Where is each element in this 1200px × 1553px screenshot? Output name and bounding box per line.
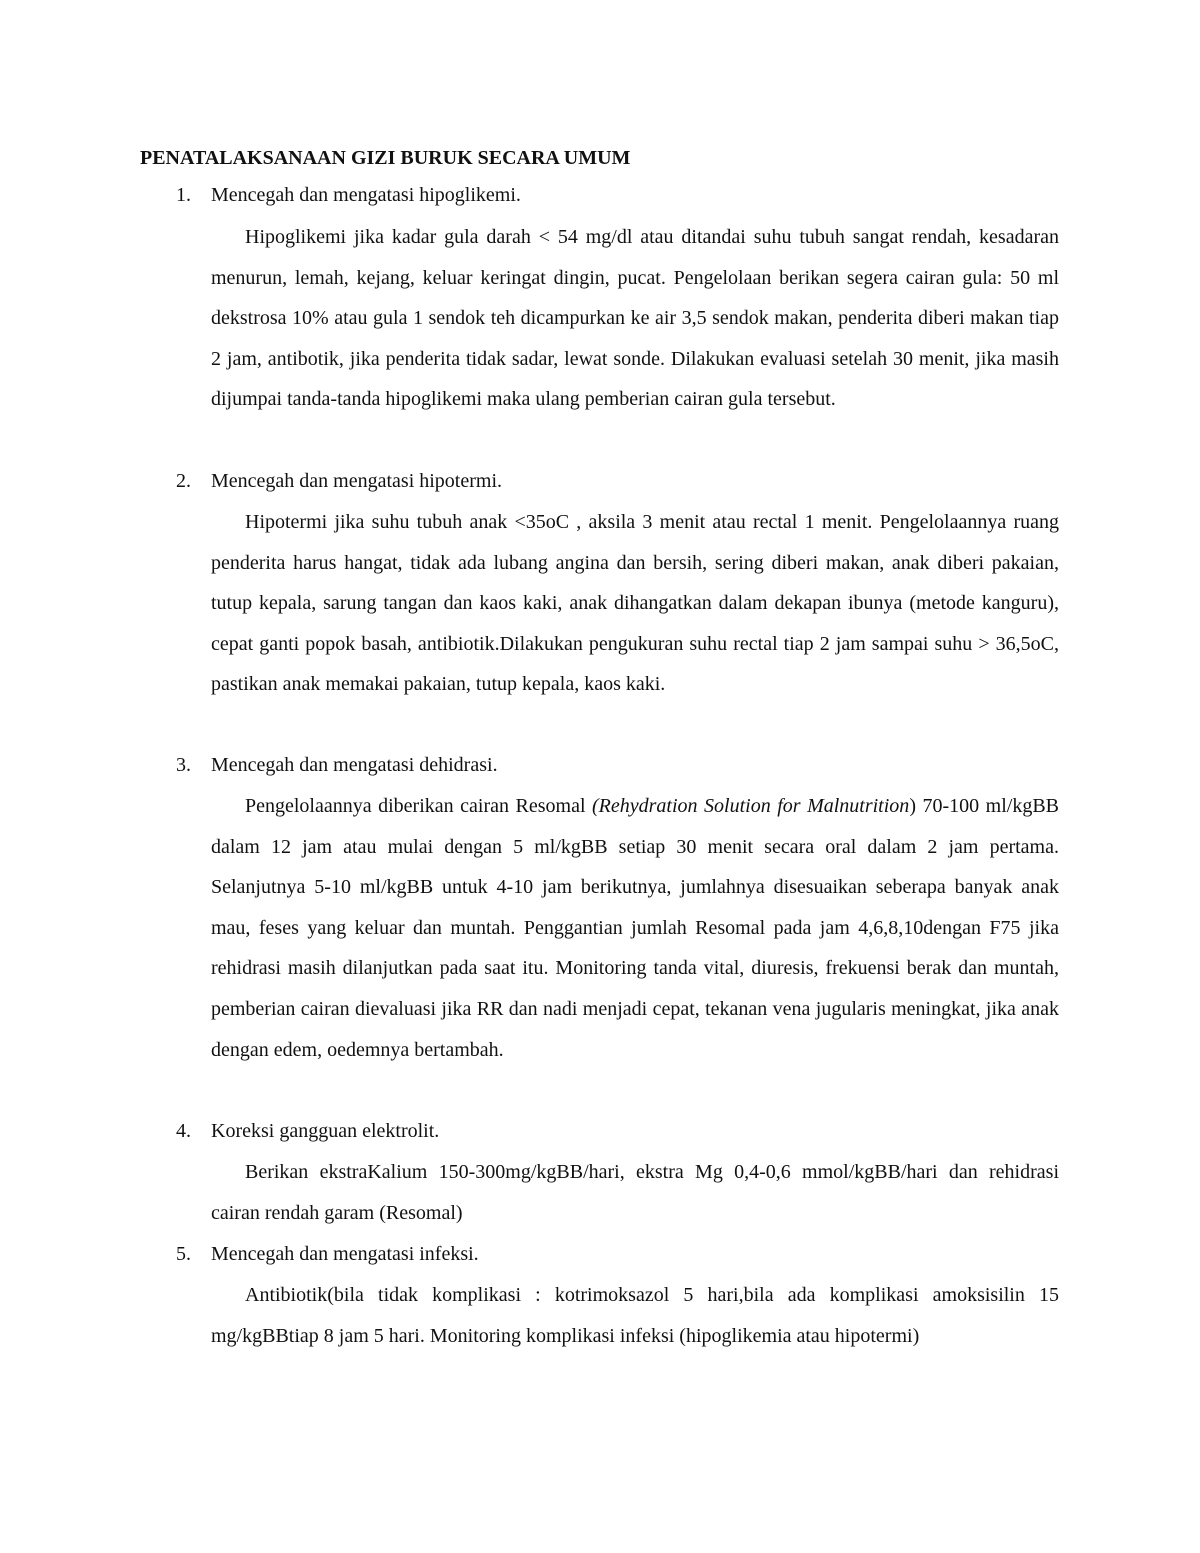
list-item-body: Hipoglikemi jika kadar gula darah < 54 mg/dl atau ditandai suhu tubuh sangat rendah, kesadaran menurun, lemah, kejang, keluar keringat dingin, pucat. Pengelolaan berikan segera cairan gula: 50 ml dekstrosa 10% atau gula 1 sendok teh dicampurkan ke air 3,5 sendok makan, penderita diberi makan tiap 2 jam, antibotik, jika penderita tidak sadar, lewat sonde. Dilakukan evaluasi setelah 30 menit, jika masih dijumpai tanda-tanda hipoglikemi maka ulang pemberian cairan gula tersebut. xyxy=(211,226,1059,411)
list-item-body-text: ) 70-100 ml/kgBB dalam 12 jam atau mulai dengan 5 ml/kgBB setiap 30 menit secara oral dalam 2 jam pertama. Selanjutnya 5-10 ml/kgBB untuk 4-10 jam berikutnya, jumlahnya disesuaikan seberapa banyak anak mau, feses yang keluar dan muntah. Penggantian jumlah Resomal pada jam 4,6,8,10dengan F75 jika rehidrasi masih dilanjutkan pada saat itu. Monitoring tanda vital, diuresis, frekuensi berak dan muntah, pemberian cairan dievaluasi jika RR dan nadi menjadi cepat, tekanan vena jugularis meningkat, jika anak dengan edem, oedemnya bertambah. xyxy=(211,795,1059,1061)
list-item-title: Mencegah dan mengatasi dehidrasi. xyxy=(211,754,498,776)
list-item-body: Berikan ekstraKalium 150-300mg/kgBB/hari, ekstra Mg 0,4-0,6 mmol/kgBB/hari dan rehidrasi cairan rendah garam (Resomal) xyxy=(211,1161,1059,1224)
list-item-body: Hipotermi jika suhu tubuh anak <35oC , aksila 3 menit atau rectal 1 menit. Pengelolaannya ruang penderita harus hangat, tidak ada lubang angina dan bersih, sering diberi makan, anak diberi pakaian, tutup kepala, sarung tangan dan kaos kaki, anak dihangatkan dalam dekapan ibunya (metode kanguru), cepat ganti popok basah, antibiotik.Dilakukan pengukuran suhu rectal tiap 2 jam sampai suhu > 36,5oC, pastikan anak memakai pakaian, tutup kepala, kaos kaki. xyxy=(211,511,1059,696)
list-item-title: Koreksi gangguan elektrolit. xyxy=(211,1120,440,1142)
list-item-title: Mencegah dan mengatasi infeksi. xyxy=(211,1243,479,1265)
list-item-body xyxy=(211,786,1059,1070)
list-item-body-text: Pengelolaannya diberikan cairan Resomal xyxy=(245,795,593,817)
list-item-number: 2. xyxy=(176,470,191,492)
list-item-number: 1. xyxy=(176,184,191,206)
list-item-title: Mencegah dan mengatasi hipotermi. xyxy=(211,470,503,492)
list-item-number: 5. xyxy=(176,1243,191,1265)
list-item-number: 4. xyxy=(176,1120,191,1142)
list-item-number: 3. xyxy=(176,754,191,776)
list-item-body-italic: (Rehydration Solution for Malnutrition xyxy=(592,795,910,817)
list-item-body: Antibiotik(bila tidak komplikasi : kotrimoksazol 5 hari,bila ada komplikasi amoksisilin 15 mg/kgBBtiap 8 jam 5 hari. Monitoring komplikasi infeksi (hipoglikemia atau hipotermi) xyxy=(211,1284,1059,1347)
document-title: PENATALAKSANAAN GIZI BURUK SECARA UMUM xyxy=(140,147,631,169)
list-item-title: Mencegah dan mengatasi hipoglikemi. xyxy=(211,184,521,206)
